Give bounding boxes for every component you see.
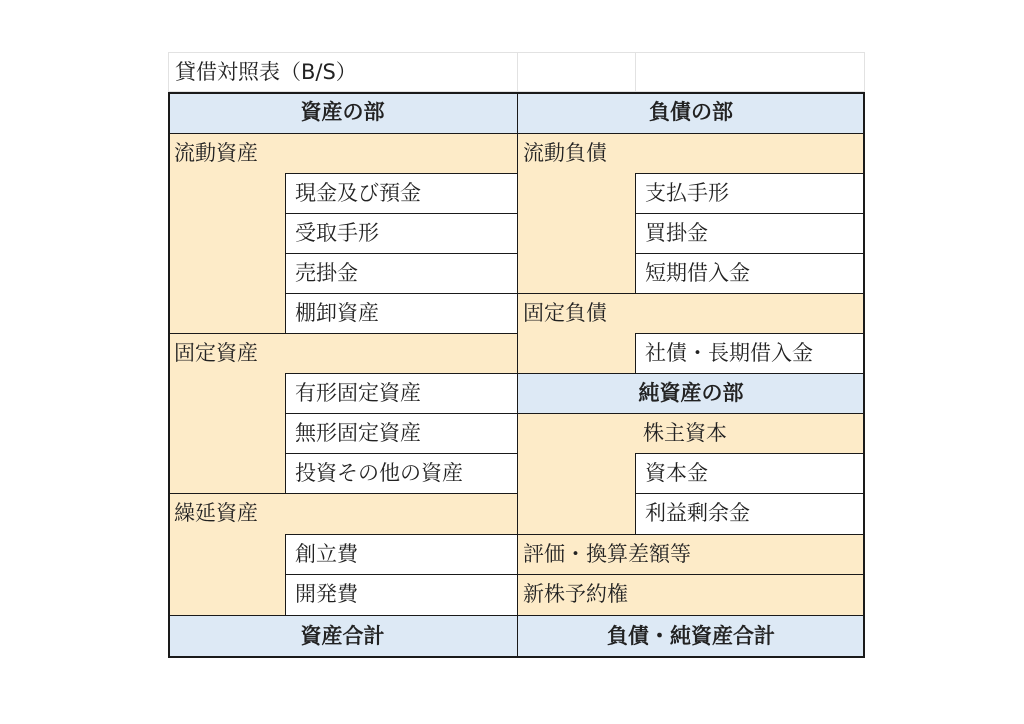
border-line bbox=[635, 453, 865, 454]
border-line bbox=[635, 173, 636, 293]
asset-item: 有形固定資産 bbox=[285, 373, 517, 413]
liability-item: 支払手形 bbox=[635, 173, 865, 213]
asset-item: 売掛金 bbox=[285, 253, 517, 293]
assets-header: 資産の部 bbox=[168, 92, 517, 133]
liabilities-header: 負債の部 bbox=[517, 92, 865, 133]
border-line bbox=[635, 333, 636, 373]
border-line bbox=[635, 333, 865, 334]
border-line bbox=[635, 213, 865, 214]
border-line bbox=[168, 493, 517, 494]
border-line bbox=[285, 574, 517, 575]
border-line bbox=[285, 253, 517, 254]
border-line bbox=[635, 253, 865, 254]
current-liabilities-category: 流動負債 bbox=[517, 133, 865, 293]
empty-cell bbox=[517, 52, 636, 92]
border-line bbox=[517, 413, 865, 414]
border-line bbox=[517, 293, 865, 294]
border-line bbox=[635, 453, 636, 534]
border-line bbox=[168, 133, 865, 134]
equity-item: 利益剰余金 bbox=[635, 493, 865, 534]
border-line bbox=[168, 92, 170, 658]
asset-item: 創立費 bbox=[285, 534, 517, 574]
fixed-liabilities-category: 固定負債 bbox=[517, 293, 865, 373]
border-line bbox=[285, 373, 286, 493]
asset-item: 投資その他の資産 bbox=[285, 453, 517, 493]
fixed-assets-category: 固定資産 bbox=[168, 333, 517, 493]
liability-item: 社債・長期借入金 bbox=[635, 333, 865, 373]
border-line bbox=[285, 213, 517, 214]
border-line bbox=[635, 493, 865, 494]
border-line bbox=[517, 574, 865, 575]
deferred-assets-category: 繰延資産 bbox=[168, 493, 517, 615]
asset-item: 開発費 bbox=[285, 574, 517, 615]
asset-item: 受取手形 bbox=[285, 213, 517, 253]
border-line bbox=[635, 173, 865, 174]
net-assets-header: 純資産の部 bbox=[517, 373, 865, 413]
balance-sheet-table bbox=[168, 52, 865, 658]
empty-cell bbox=[635, 52, 865, 92]
border-line bbox=[285, 534, 517, 535]
border-line bbox=[168, 615, 865, 616]
sheet-title: 貸借対照表（B/S） bbox=[168, 52, 518, 92]
liability-item: 短期借入金 bbox=[635, 253, 865, 293]
border-line bbox=[168, 333, 517, 334]
border-line bbox=[285, 173, 286, 333]
total-assets: 資産合計 bbox=[168, 615, 517, 658]
border-line bbox=[285, 453, 517, 454]
border-line bbox=[285, 534, 286, 615]
border-line bbox=[517, 373, 865, 374]
border-line bbox=[285, 293, 517, 294]
current-assets-category: 流動資産 bbox=[168, 133, 517, 333]
valuation-adjustments-row: 評価・換算差額等 bbox=[517, 534, 865, 574]
subscription-rights-row: 新株予約権 bbox=[517, 574, 865, 615]
asset-item: 無形固定資産 bbox=[285, 413, 517, 453]
liability-item: 買掛金 bbox=[635, 213, 865, 253]
asset-item: 現金及び預金 bbox=[285, 173, 517, 213]
border-line bbox=[285, 413, 517, 414]
total-liabilities-net-assets: 負債・純資産合計 bbox=[517, 615, 865, 658]
border-line bbox=[517, 534, 865, 535]
shareholders-equity-label: 株主資本 bbox=[643, 421, 727, 445]
border-line bbox=[285, 373, 517, 374]
equity-item: 資本金 bbox=[635, 453, 865, 493]
border-line bbox=[285, 173, 517, 174]
asset-item: 棚卸資産 bbox=[285, 293, 517, 333]
